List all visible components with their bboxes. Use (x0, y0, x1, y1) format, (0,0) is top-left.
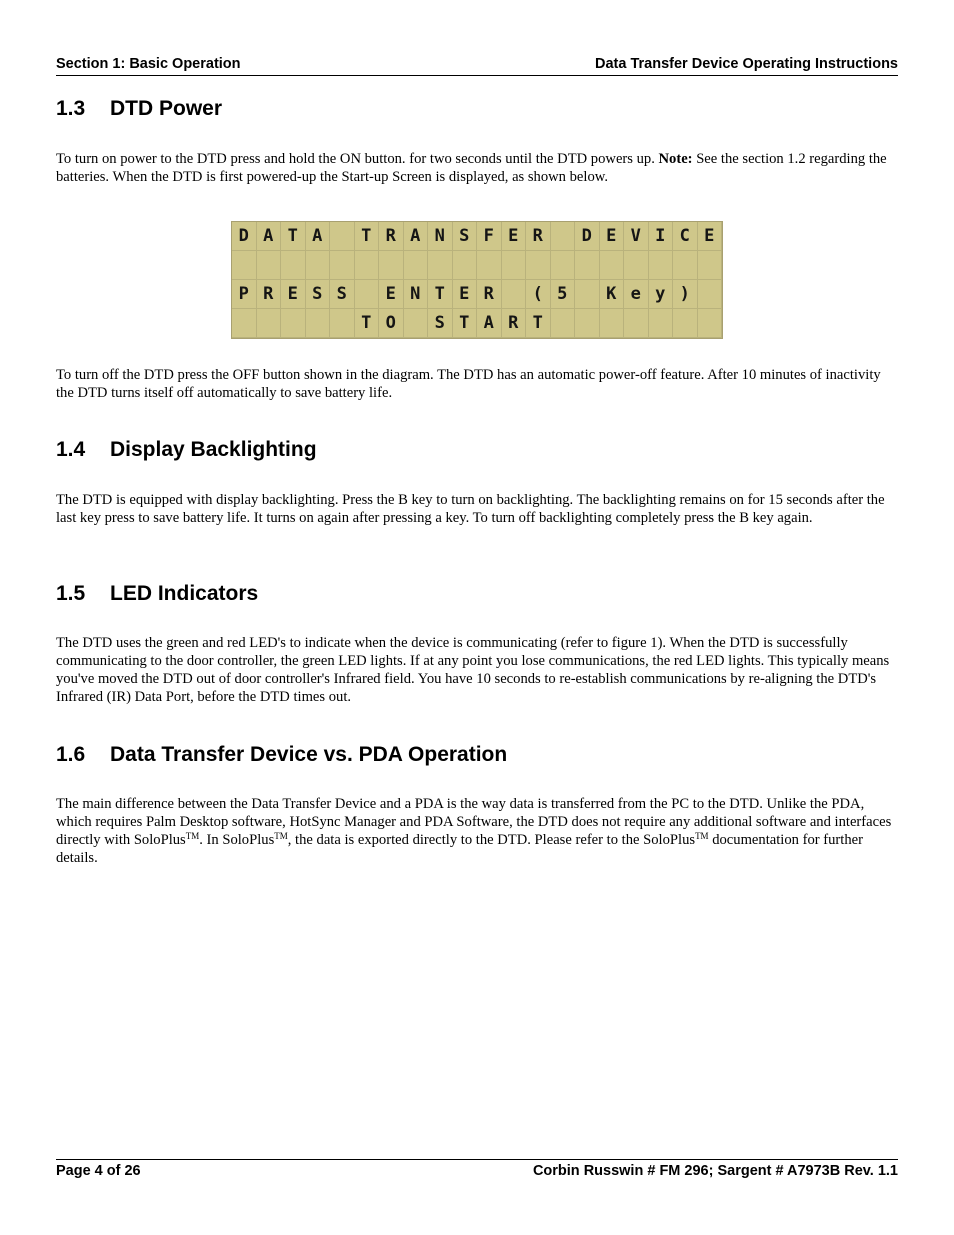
heading-display-backlighting (56, 438, 317, 462)
lcd-character-grid (232, 222, 722, 338)
lcd-cell: T (355, 309, 380, 338)
lcd-cell: S (453, 222, 478, 251)
lcd-cell (355, 251, 380, 280)
trademark-mark: TM (185, 831, 200, 841)
note-label: Note: (658, 151, 693, 167)
lcd-cell: ) (673, 280, 698, 309)
lcd-cell (551, 222, 576, 251)
lcd-cell (257, 251, 282, 280)
lcd-cell (257, 309, 282, 338)
header-section-label: Section 1: Basic Operation (56, 56, 241, 72)
lcd-cell (355, 280, 380, 309)
text: See the section 1.2 regarding the batteries. When the DTD is first powered-up the Start-up Screen is displayed, as shown below. (56, 151, 887, 185)
lcd-cell (673, 309, 698, 338)
lcd-cell (624, 309, 649, 338)
paragraph-power-off: To turn off the DTD press the OFF button shown in the diagram. The DTD has an automatic power-off feature. After 10 minutes of inactivity the DTD turns itself off automatically to save battery life. (56, 367, 881, 401)
text: documentation for further details. (56, 832, 863, 866)
lcd-cell: ( (526, 280, 551, 309)
section-title: LED Indicators (110, 582, 259, 605)
lcd-cell (551, 251, 576, 280)
text: , the data is exported directly to the DTD. Please refer to the SoloPlus (287, 832, 696, 848)
lcd-cell (624, 251, 649, 280)
lcd-cell: 5 (551, 280, 576, 309)
lcd-cell: R (477, 280, 502, 309)
section-number: 1.6 (56, 743, 86, 766)
heading-dtd-power (56, 97, 222, 121)
lcd-cell: T (526, 309, 551, 338)
lcd-cell: K (600, 280, 625, 309)
lcd-cell: V (624, 222, 649, 251)
lcd-cell: S (306, 280, 331, 309)
trademark-mark: TM (695, 831, 709, 841)
lcd-cell (575, 280, 600, 309)
lcd-cell: C (673, 222, 698, 251)
lcd-cell (306, 309, 331, 338)
paragraph-led-indicators: The DTD uses the green and red LED's to indicate when the device is communicating (refer to figure 1). When the DTD is successfully communicating to the door controller, the green LED lights. If at any point you lose communications, the red LED lights. This typically means you've moved the DTD out of door controller's Infrared field. You have 10 seconds to re-establish communications by re-aligning the DTD's Infrared (IR) Data Port, before the DTD times out. (56, 635, 890, 705)
lcd-cell: e (624, 280, 649, 309)
lcd-cell: O (379, 309, 404, 338)
page-header (56, 56, 898, 76)
lcd-cell (502, 280, 527, 309)
lcd-cell: A (306, 222, 331, 251)
text: . In SoloPlus (199, 832, 275, 848)
lcd-cell: E (502, 222, 527, 251)
lcd-cell (551, 309, 576, 338)
paragraph-dtd-vs-pda (56, 795, 901, 867)
lcd-cell: A (404, 222, 429, 251)
heading-dtd-vs-pda (56, 743, 507, 767)
lcd-cell (600, 251, 625, 280)
section-title: DTD Power (110, 97, 223, 120)
heading-led-indicators (56, 582, 258, 606)
lcd-cell: T (453, 309, 478, 338)
lcd-cell (330, 251, 355, 280)
lcd-startup-screen (231, 221, 723, 339)
lcd-cell (281, 309, 306, 338)
lcd-cell (575, 251, 600, 280)
lcd-cell: R (502, 309, 527, 338)
lcd-cell (698, 309, 723, 338)
lcd-cell (404, 309, 429, 338)
paragraph-backlighting: The DTD is equipped with display backlighting. Press the B key to turn on backlighting. The backlighting remains on for 15 seconds after the last key press to save battery life. It turns on again after pressing a key. To turn off backlighting completely press the B key again. (56, 492, 885, 526)
lcd-cell (575, 309, 600, 338)
lcd-cell (526, 251, 551, 280)
lcd-cell: P (232, 280, 257, 309)
lcd-cell: T (428, 280, 453, 309)
lcd-cell: D (232, 222, 257, 251)
trademark-mark: TM (274, 831, 288, 841)
lcd-cell: E (453, 280, 478, 309)
lcd-cell (502, 251, 527, 280)
lcd-cell: T (281, 222, 306, 251)
header-document-title: Data Transfer Device Operating Instructions (595, 56, 898, 72)
lcd-cell (330, 222, 355, 251)
lcd-cell: N (428, 222, 453, 251)
page-footer (56, 1159, 898, 1179)
lcd-cell (330, 309, 355, 338)
lcd-cell (281, 251, 306, 280)
footer-part-numbers: Corbin Russwin # FM 296; Sargent # A7973B Rev. 1.1 (532, 1163, 898, 1179)
lcd-cell: E (698, 222, 723, 251)
paragraph-power-on (56, 150, 901, 186)
lcd-cell (404, 251, 429, 280)
lcd-cell: N (404, 280, 429, 309)
lcd-cell (232, 309, 257, 338)
text: To turn on power to the DTD press and hold the ON button. for two seconds until the DTD powers up. (56, 151, 659, 167)
section-title: Display Backlighting (110, 438, 317, 461)
lcd-cell (600, 309, 625, 338)
lcd-cell (649, 251, 674, 280)
lcd-cell: R (379, 222, 404, 251)
lcd-cell (698, 280, 723, 309)
section-title: Data Transfer Device vs. PDA Operation (110, 743, 508, 766)
lcd-cell: R (257, 280, 282, 309)
lcd-cell: A (257, 222, 282, 251)
lcd-cell: E (281, 280, 306, 309)
lcd-cell (428, 251, 453, 280)
section-number: 1.3 (56, 97, 86, 120)
section-number: 1.4 (56, 438, 86, 461)
lcd-cell (232, 251, 257, 280)
section-number: 1.5 (56, 582, 86, 605)
lcd-cell: S (330, 280, 355, 309)
lcd-cell: I (649, 222, 674, 251)
lcd-cell (698, 251, 723, 280)
lcd-cell: y (649, 280, 674, 309)
lcd-cell: R (526, 222, 551, 251)
lcd-cell: E (600, 222, 625, 251)
lcd-cell (649, 309, 674, 338)
lcd-cell: F (477, 222, 502, 251)
footer-page-number: Page 4 of 26 (56, 1163, 141, 1179)
lcd-cell: T (355, 222, 380, 251)
lcd-cell (453, 251, 478, 280)
lcd-cell: D (575, 222, 600, 251)
lcd-cell: E (379, 280, 404, 309)
lcd-cell: S (428, 309, 453, 338)
lcd-cell (673, 251, 698, 280)
lcd-cell (306, 251, 331, 280)
lcd-cell: A (477, 309, 502, 338)
lcd-cell (477, 251, 502, 280)
lcd-cell (379, 251, 404, 280)
text: The main difference between the Data Transfer Device and a PDA is the way data is transferred from the PC to the DTD. Unlike the PDA, which requires Palm Desktop software, HotSync Manager and PDA Software, the DTD does not require any additional software and interfaces directly with SoloPlus (56, 796, 892, 848)
